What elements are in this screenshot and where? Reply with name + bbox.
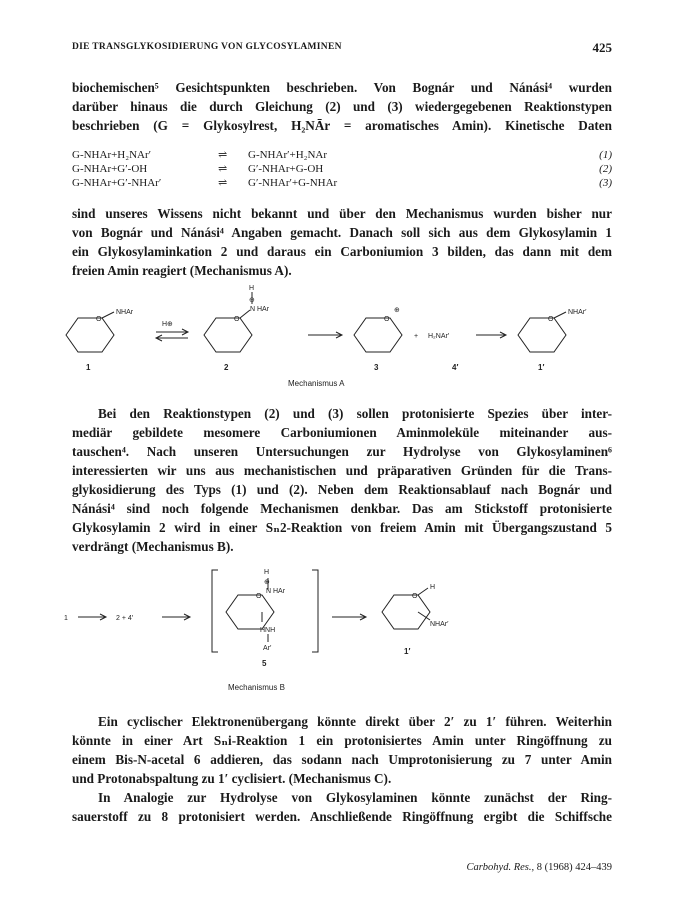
equation-number: (2) <box>599 163 612 175</box>
pyranose-ring-1-prime <box>382 595 430 629</box>
amine-label: H₂NAr′ <box>428 333 450 340</box>
compound-number: 1′ <box>538 363 545 372</box>
equilibrium-arrow: ⇌ <box>218 163 228 175</box>
compound-number: 3 <box>374 363 379 372</box>
equation-block <box>72 148 612 190</box>
bond <box>418 588 428 595</box>
text-line: In Analogie zur Hydrolyse von Glykosylaminen könnte zunächst der Ring- <box>98 790 612 805</box>
pyranose-ring-1 <box>66 318 114 352</box>
page-header <box>72 40 612 60</box>
text-line: Ein cyclischer Elektronenübergang könnte direkt über 2′ zu 1′ führen. Weiterhin <box>98 714 612 729</box>
nhar-label: NHAr <box>116 309 134 316</box>
h-label: H <box>264 569 270 576</box>
paragraph-3 <box>72 404 612 556</box>
equation-1 <box>72 148 612 162</box>
compound-number: 1′ <box>404 647 411 656</box>
equation-right: G′-NHAr+G-OH <box>248 163 324 175</box>
bond <box>418 612 430 620</box>
equation-number: (1) <box>599 149 612 161</box>
h-label: H <box>249 285 255 292</box>
text-line: könnte in einer Art Sₙi-Reaktion 1 ein protonisiertes Amin unter Ringöffnung zu <box>72 733 612 748</box>
text-line: von Bognár und Nánási⁴ Angaben gemacht. Danach soll sich aus dem Glykosylamin 1 <box>72 225 612 240</box>
carbonium-charge: ⊕ <box>394 307 400 314</box>
compound-number: 1 <box>86 363 91 372</box>
plus-sign: + <box>414 333 419 340</box>
bond <box>102 312 114 318</box>
bracket-right <box>312 570 318 652</box>
bond <box>554 312 566 318</box>
scheme-caption: Mechanismus A <box>288 379 345 388</box>
text-line: biochemischen⁵ Gesichtspunkten beschrieben. Von Bognár und Nánási⁴ wurden <box>72 80 612 95</box>
compound-number: 4′ <box>452 363 459 372</box>
mechanism-a-scheme <box>56 285 616 390</box>
n-har-label: N HAr <box>250 306 270 313</box>
text-line: verdrängt (Mechanismus B). <box>72 539 234 554</box>
ring-oxygen: O <box>234 316 240 323</box>
pyranose-ring-1-prime <box>518 318 566 352</box>
equation-right: G-NHAr′+H₂NAr <box>248 149 328 161</box>
nhar-prime-label: NHAr′ <box>568 309 587 316</box>
paragraph-1 <box>72 78 612 135</box>
text-line: glykosidierung des Typs (1) und (2). Neben dem Reaktionsablauf nach Bognár und <box>72 482 612 497</box>
equilibrium-arrow: ⇌ <box>218 149 228 161</box>
text-line: Nánási⁴ sind noch folgende Mechanismen denkbar. Das am Stickstoff protonisierte <box>72 501 612 516</box>
n-har-label: N HAr <box>266 588 286 595</box>
text-line: sind unseres Wissens nicht bekannt und über den Mechanismus wurden bisher nur <box>72 206 612 221</box>
pyranose-ring-3 <box>354 318 402 352</box>
ring-oxygen: O <box>256 593 262 600</box>
citation-details: 8 (1968) 424–439 <box>534 862 612 873</box>
text-line: mediär gebildete mesomere Carboniumionen Aminmoleküle miteinander aus- <box>72 425 612 440</box>
equation-left: G-NHAr+H₂NAr′ <box>72 149 152 161</box>
ring-oxygen: O <box>412 593 418 600</box>
text-line: darüber hinaus die durch Gleichung (2) und (3) wiedergegebenen Reaktionstypen <box>72 99 612 114</box>
compound-number: 2 <box>224 363 229 372</box>
text-line: interessierten wir uns aus mechanistischen und präparativen Gründen für die Trans- <box>72 463 612 478</box>
pyranose-ring-2 <box>204 318 252 352</box>
text-line: und Protonabspaltung zu 1′ cyclisiert. (Mechanismus C). <box>72 771 392 786</box>
text-line: freien Amin reagiert (Mechanismus A). <box>72 263 292 278</box>
nhar-prime-label: NHAr′ <box>430 621 449 628</box>
equation-right: G′-NHAr′+G-NHAr <box>248 177 338 189</box>
ring-oxygen: O <box>548 316 554 323</box>
ar-label: Ar′ <box>263 645 272 652</box>
text-line: beschrieben (G = Glykosylrest, H₂NĀr = aromatisches Amin). Kinetische Daten <box>72 118 612 133</box>
ring-oxygen: O <box>96 316 102 323</box>
text-line: einem Bis-N-acetal 6 addieren, das sodann nach Umprotonisierung zu 7 unter Amin <box>72 752 612 767</box>
text-line: sauerstoff zu 8 protonisiert werden. Anschließende Ringöffnung ergibt die Schiffsche <box>72 809 612 824</box>
journal-name: Carbohyd. Res., <box>466 862 535 873</box>
paragraph-2 <box>72 204 612 280</box>
proton-label: H⊕ <box>162 321 173 328</box>
text-line: Bei den Reaktionstypen (2) und (3) sollen protonisierte Spezies über inter- <box>98 406 612 421</box>
paragraph-4 <box>72 712 612 788</box>
text-line: Glykosylamin 2 wird in einer Sₙ2-Reaktion von freiem Amin mit Übergangszustand 5 <box>72 520 612 535</box>
h-label: H <box>430 584 436 591</box>
compound-number: 5 <box>262 659 267 668</box>
equation-left: G-NHAr+G′-OH <box>72 163 148 175</box>
journal-citation <box>466 862 612 873</box>
bracket-left <box>212 570 218 652</box>
n-positive-label: ⊕ <box>264 579 270 586</box>
equilibrium-arrow: ⇌ <box>218 177 228 189</box>
equation-left: G-NHAr+G′-NHAr′ <box>72 177 162 189</box>
page-number: 425 <box>592 40 612 55</box>
running-title: DIE TRANSGLYKOSIDIERUNG VON GLYCOSYLAMINEN <box>72 42 342 52</box>
text-line: ein Glykosylaminkation 2 und daraus ein Carboniumion 3 bilden, das dann mit dem <box>72 244 612 259</box>
scheme-caption: Mechanismus B <box>228 683 285 692</box>
ring-oxygen: O <box>384 316 390 323</box>
mechanism-b-scheme <box>56 562 576 702</box>
reagents-label: 2 + 4′ <box>116 615 134 622</box>
bond <box>240 310 250 318</box>
text-line: tauschen⁴. Nach unseren Untersuchungen zur Hydrolyse von Glykosylaminen⁶ <box>72 444 612 459</box>
equation-number: (3) <box>599 177 612 189</box>
equation-2 <box>72 162 612 176</box>
n-positive-label: ⊕ <box>249 297 255 304</box>
start-compound: 1 <box>64 615 68 622</box>
hnh-label: HNH <box>260 627 276 634</box>
equation-3 <box>72 176 612 190</box>
pyranose-ring-transition <box>226 595 274 629</box>
paragraph-5 <box>72 788 612 826</box>
